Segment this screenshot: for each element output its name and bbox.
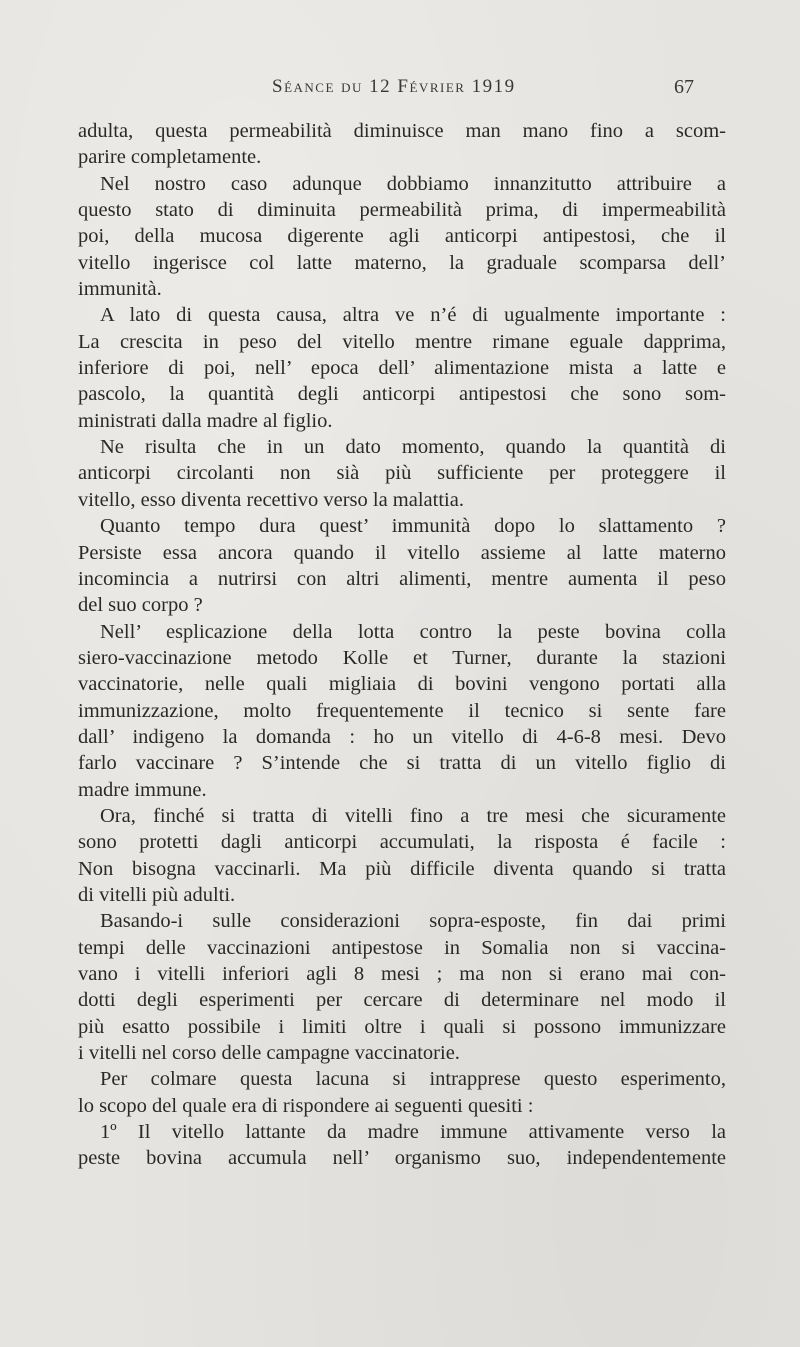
text-line: poi, della mucosa digerente agli anticorpi antipestosi, che il bbox=[78, 225, 726, 248]
running-head bbox=[0, 76, 800, 102]
text-line: madre immune. bbox=[78, 778, 207, 801]
text-line: peste bovina accumula nell’ organismo suo, independentemente bbox=[78, 1147, 726, 1170]
text-line: La crescita in peso del vitello mentre rimane eguale dapprima, bbox=[78, 330, 726, 353]
text-line: Quanto tempo dura quest’ immunità dopo lo slattamento ? bbox=[100, 515, 726, 538]
page-number: 67 bbox=[674, 76, 694, 98]
text-line: vano i vitelli inferiori agli 8 mesi ; ma non si erano mai con- bbox=[78, 963, 726, 985]
text-line: 1º Il vitello lattante da madre immune attivamente verso la bbox=[100, 1121, 726, 1144]
text-line: immunizzazione, molto frequentemente il tecnico si sente fare bbox=[78, 699, 726, 722]
text-line: inferiore di poi, nell’ epoca dell’ alimentazione mista a latte e bbox=[78, 357, 726, 380]
text-line: anticorpi circolanti non sià più sufficiente per proteggere il bbox=[78, 462, 726, 485]
text-line: Non bisogna vaccinarli. Ma più difficile diventa quando si tratta bbox=[78, 857, 726, 880]
text-line: vaccinatorie, nelle quali migliaia di bovini vengono portati alla bbox=[78, 673, 726, 696]
text-line: pascolo, la quantità degli anticorpi antipestosi che sono som- bbox=[78, 383, 726, 406]
text-line: ministrati dalla madre al figlio. bbox=[78, 409, 333, 432]
text-line: dotti degli esperimenti per cercare di determinare nel modo il bbox=[78, 989, 726, 1012]
text-line: incomincia a nutrirsi con altri alimenti, mentre aumenta il peso bbox=[78, 567, 726, 590]
text-line: parire completamente. bbox=[78, 146, 262, 169]
body-text bbox=[78, 118, 726, 1172]
text-line: dall’ indigeno la domanda : ho un vitello di 4-6-8 mesi. Devo bbox=[78, 725, 726, 748]
text-line: Nell’ esplicazione della lotta contro la peste bovina colla bbox=[100, 620, 726, 643]
text-line: vitello ingerisce col latte materno, la graduale scomparsa dell’ bbox=[78, 251, 726, 274]
text-line: sono protetti dagli anticorpi accumulati, la risposta é facile : bbox=[78, 831, 726, 854]
text-line: questo stato di diminuita permeabilità prima, di impermeabilità bbox=[78, 199, 726, 222]
text-line: Persiste essa ancora quando il vitello assieme al latte materno bbox=[78, 541, 726, 564]
text-line: più esatto possibile i limiti oltre i quali si possono immunizzare bbox=[78, 1015, 726, 1038]
text-line: Per colmare questa lacuna si intrapprese questo esperimento, bbox=[100, 1068, 726, 1091]
text-line: A lato di questa causa, altra ve n’é di ugualmente importante : bbox=[100, 304, 726, 327]
text-line: Ne risulta che in un dato momento, quando la quantità di bbox=[100, 436, 726, 459]
text-line: immunità. bbox=[78, 278, 162, 301]
text-line: tempi delle vaccinazioni antipestose in Somalia non si vaccina- bbox=[78, 936, 726, 959]
text-line: Nel nostro caso adunque dobbiamo innanzitutto attribuire a bbox=[100, 172, 726, 195]
text-line: siero-vaccinazione metodo Kolle et Turner, durante la stazioni bbox=[78, 646, 726, 669]
running-title: Séance du 12 Février 1919 bbox=[272, 76, 516, 97]
text-line: vitello, esso diventa recettivo verso la malattia. bbox=[78, 488, 464, 511]
text-line: Ora, finché si tratta di vitelli fino a tre mesi che sicuramente bbox=[100, 804, 726, 827]
text-line: Basando-i sulle considerazioni sopra-esposte, fin dai primi bbox=[100, 910, 726, 933]
text-line: farlo vaccinare ? S’intende che si tratta di un vitello figlio di bbox=[78, 752, 726, 775]
text-line: di vitelli più adulti. bbox=[78, 883, 236, 906]
text-line: lo scopo del quale era di rispondere ai seguenti quesiti : bbox=[78, 1094, 534, 1117]
text-line: adulta, questa permeabilità diminuisce man mano fino a scom- bbox=[78, 120, 726, 142]
text-line: i vitelli nel corso delle campagne vaccinatorie. bbox=[78, 1042, 460, 1065]
text-line: del suo corpo ? bbox=[78, 594, 203, 617]
